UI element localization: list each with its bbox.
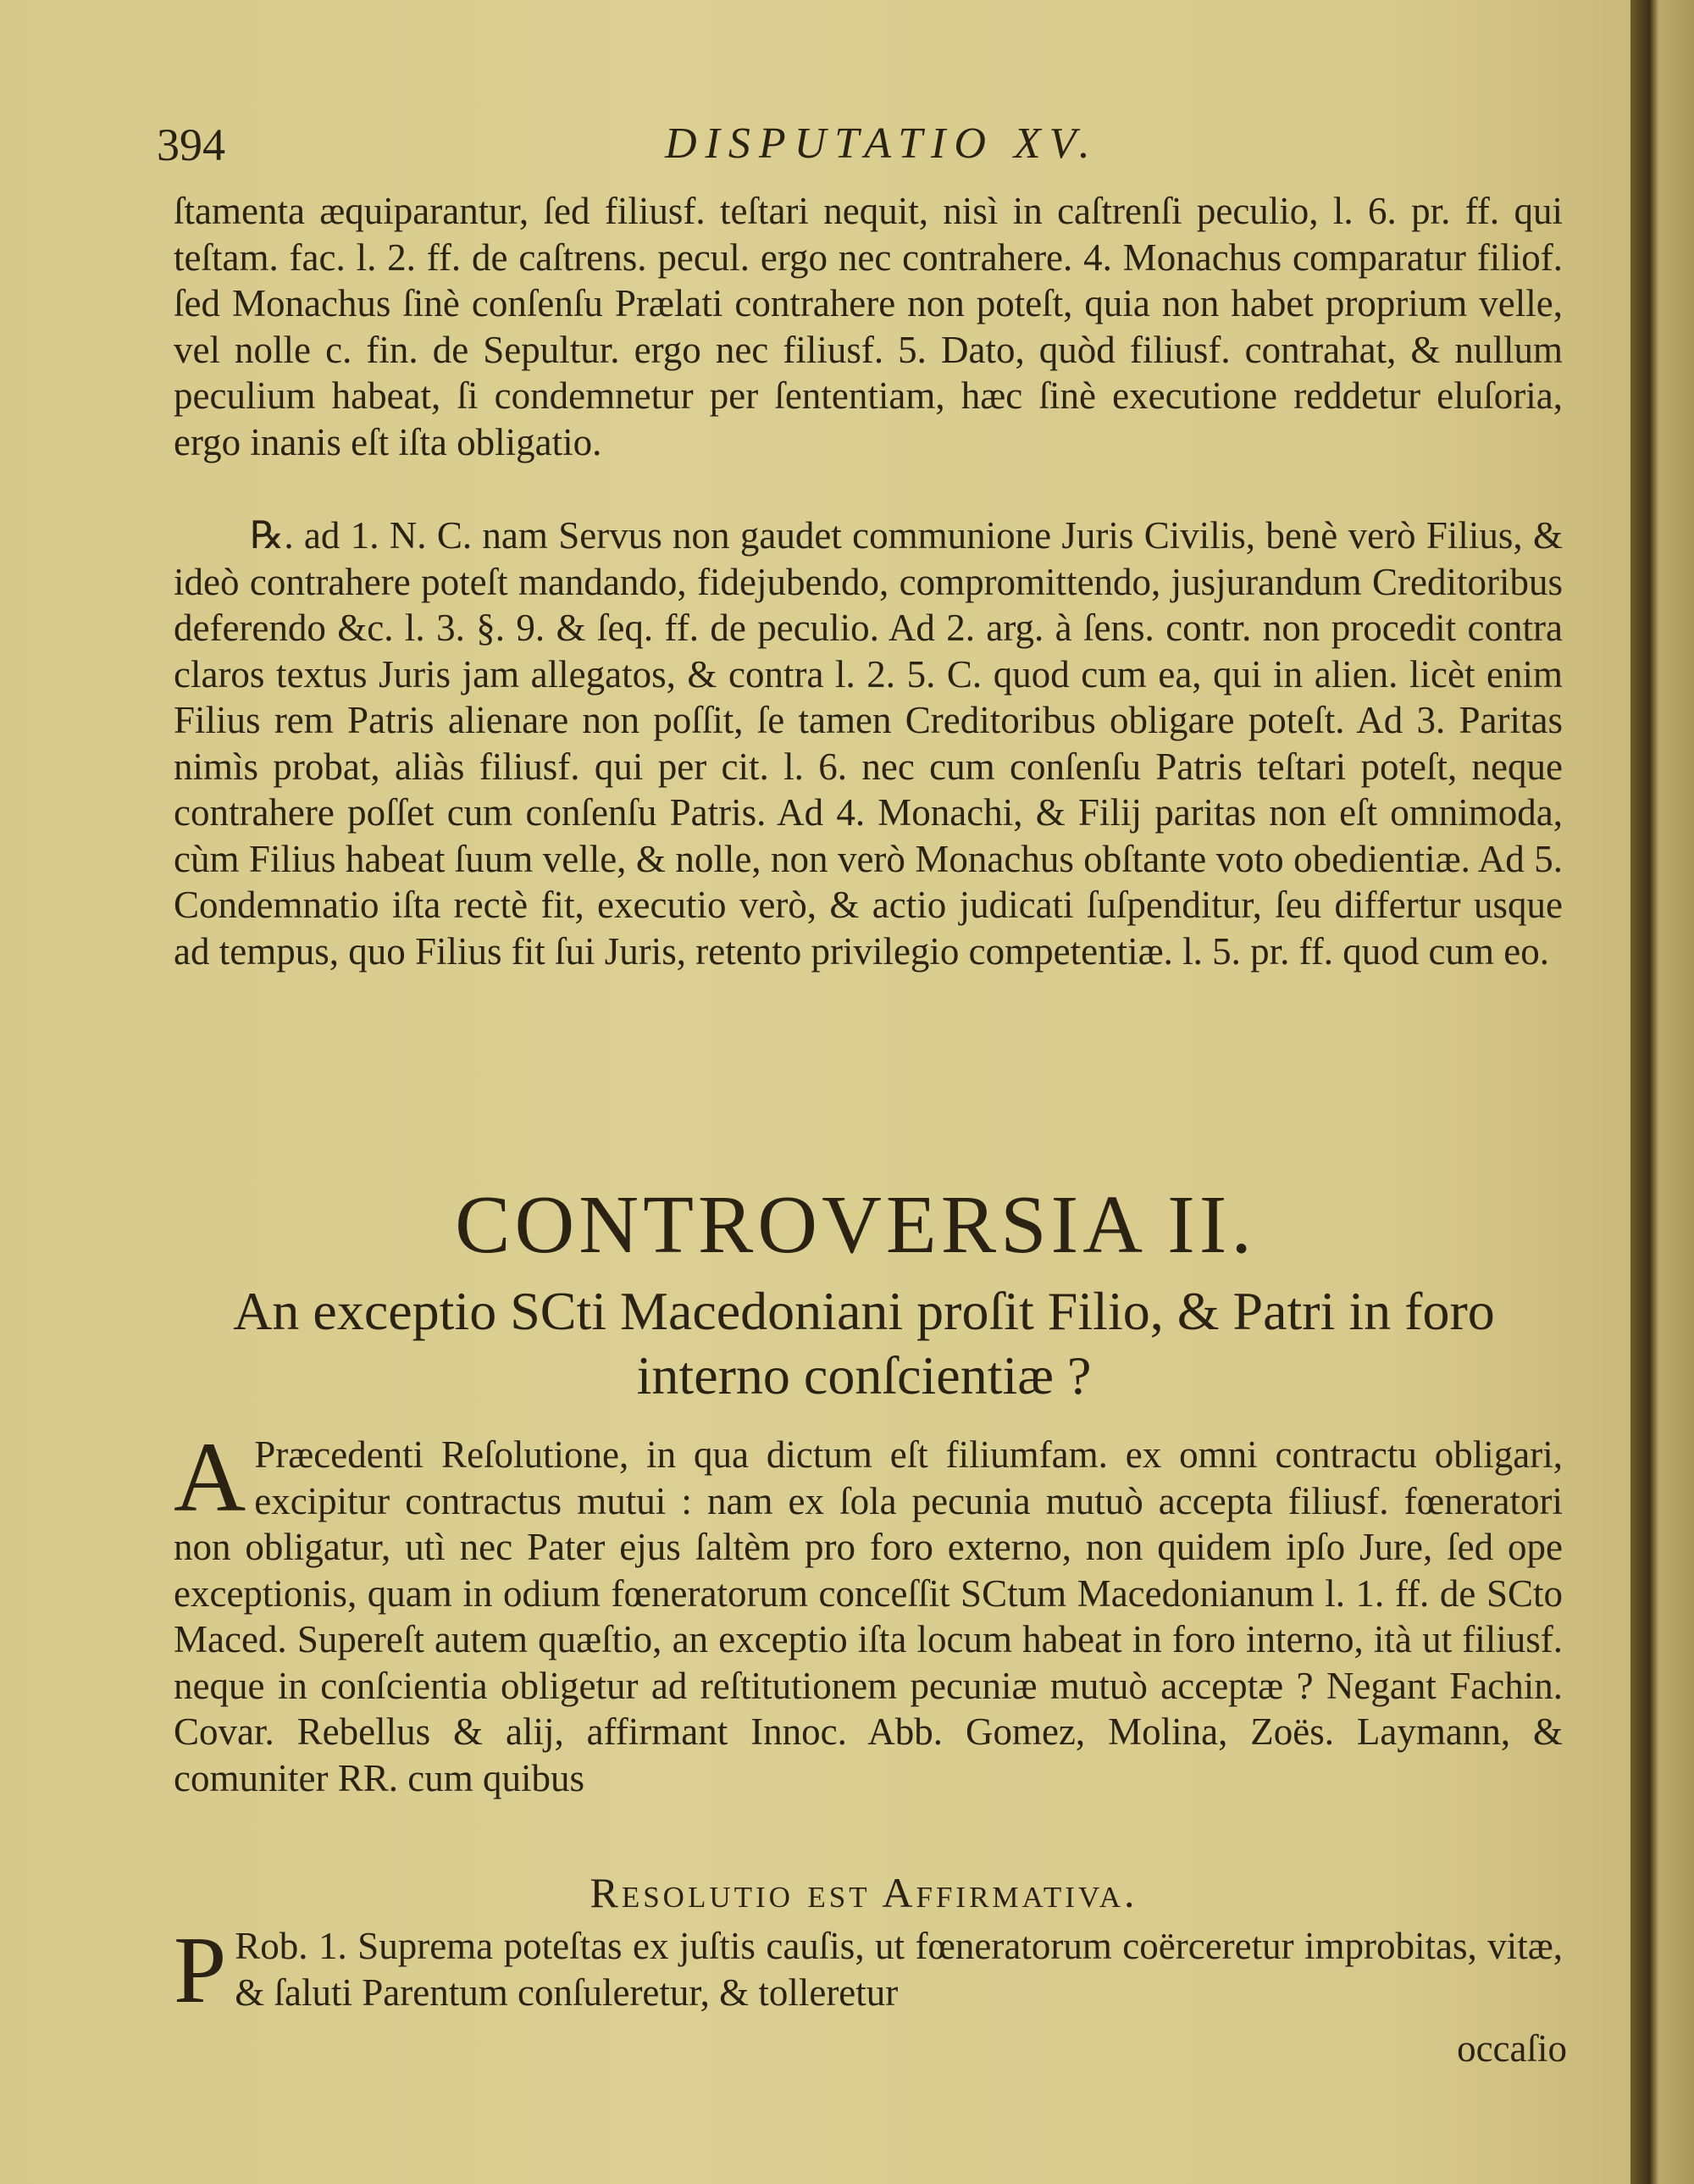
paragraph-responses: ℞. ad 1. N. C. nam Servus non gaudet communione Juris Civilis, benè verò Filius, & ideò contrahere poteſt mandando, fidejubendo, compromittendo, jusjurandum Creditoribus deferendo &c. l. 3. §. 9. & ſeq. ff. de peculio. Ad 2. arg. à ſens. contr. non procedit contra claros textus Juris jam allegatos, & contra l. 2. 5. C. quod cum ea, qui in alien. licèt enim Filius rem Patris alienare non poſſit, ſe tamen Creditoribus obligare poteſt. Ad 3. Paritas nimìs probat, aliàs filiusf. qui per cit. l. 6. nec cum conſenſu Patris teſtari poteſt, neque contrahere poſſet cum conſenſu Patris. Ad 4. Monachi, & Filij paritas non eſt omnimoda, cùm Filius habeat ſuum velle, & nolle, non verò Monachus obſtante voto obedientiæ. Ad 5. Condemnatio iſta rectè fit, executio verò, & actio judicati ſuſpenditur, ſeu differtur usque ad tempus, quo Filius fit ſui Juris, retento privilegio competentiæ. l. 5. pr. ff. quod cum eo. (174, 514, 1563, 973)
dropcap-a: A (174, 1422, 246, 1533)
resolutio-heading: Resolutio est Affirmativa. (590, 1869, 1138, 1916)
catchword: occaſio (1457, 2027, 1567, 2070)
running-title: DISPUTATIO XV. (665, 119, 1099, 168)
book-gutter (1630, 0, 1694, 2184)
dropcap-p: P (174, 1918, 227, 2023)
controversia-heading: CONTROVERSIA II. (455, 1179, 1256, 1271)
resolutio-body: Rob. 1. Suprema poteſtas ex juſtis cauſis, ut fœneratorum coërceretur improbitas, vitæ, & ſaluti Parentum conſuleretur, & tolleretur (235, 1925, 1563, 2014)
page-number: 394 (157, 119, 225, 170)
controversia-paragraph (174, 1422, 1563, 1801)
controversia-question: An exceptio SCti Macedoniani proſit Filio, & Patri in foro interno conſcientiæ ? (233, 1281, 1495, 1405)
controversia-body: Præcedenti Reſolutione, in qua dictum eſt filiumfam. ex omni contractu obligari, excipitur contractus mutui : nam ex ſola pecunia mutuò accepta filiusf. fœneratori non obligatur, utì nec Pater ejus ſaltèm pro foro externo, non quidem ipſo Jure, ſed ope exceptionis, quam in odium fœneratorum conceſſit SCtum Macedonianum l. 1. ff. de SCto Maced. Supereſt autem quæſtio, an exceptio iſta locum habeat in foro interno, ità ut filiusf. neque in conſcientia obligetur ad reſtitutionem pecuniæ mutuò acceptæ ? Negant Fachin. Covar. Rebellus & alij, affirmant Innoc. Abb. Gomez, Molina, Zoës. Laymann, & comuniter RR. cum quibus (174, 1433, 1563, 1799)
page-header (157, 119, 1563, 180)
resolutio-paragraph (174, 1918, 1563, 2023)
paragraph-arguments-continued: ſtamenta æquiparantur, ſed filiusf. teſtari nequit, nisì in caſtrenſi peculio, l. 6. pr. ff. qui teſtam. fac. l. 2. ff. de caſtrens. pecul. ergo nec contrahere. 4. Monachus comparatur filiof. ſed Monachus ſinè conſenſu Prælati contrahere non poteſt, quia non habet proprium velle, vel nolle c. fin. de Sepultur. ergo nec filiusf. 5. Dato, quòd filiusf. contrahat, & nullum peculium habeat, ſi condemnetur per ſententiam, hæc ſinè executione reddetur eluſoria, ergo inanis eſt iſta obligatio. (174, 190, 1563, 463)
